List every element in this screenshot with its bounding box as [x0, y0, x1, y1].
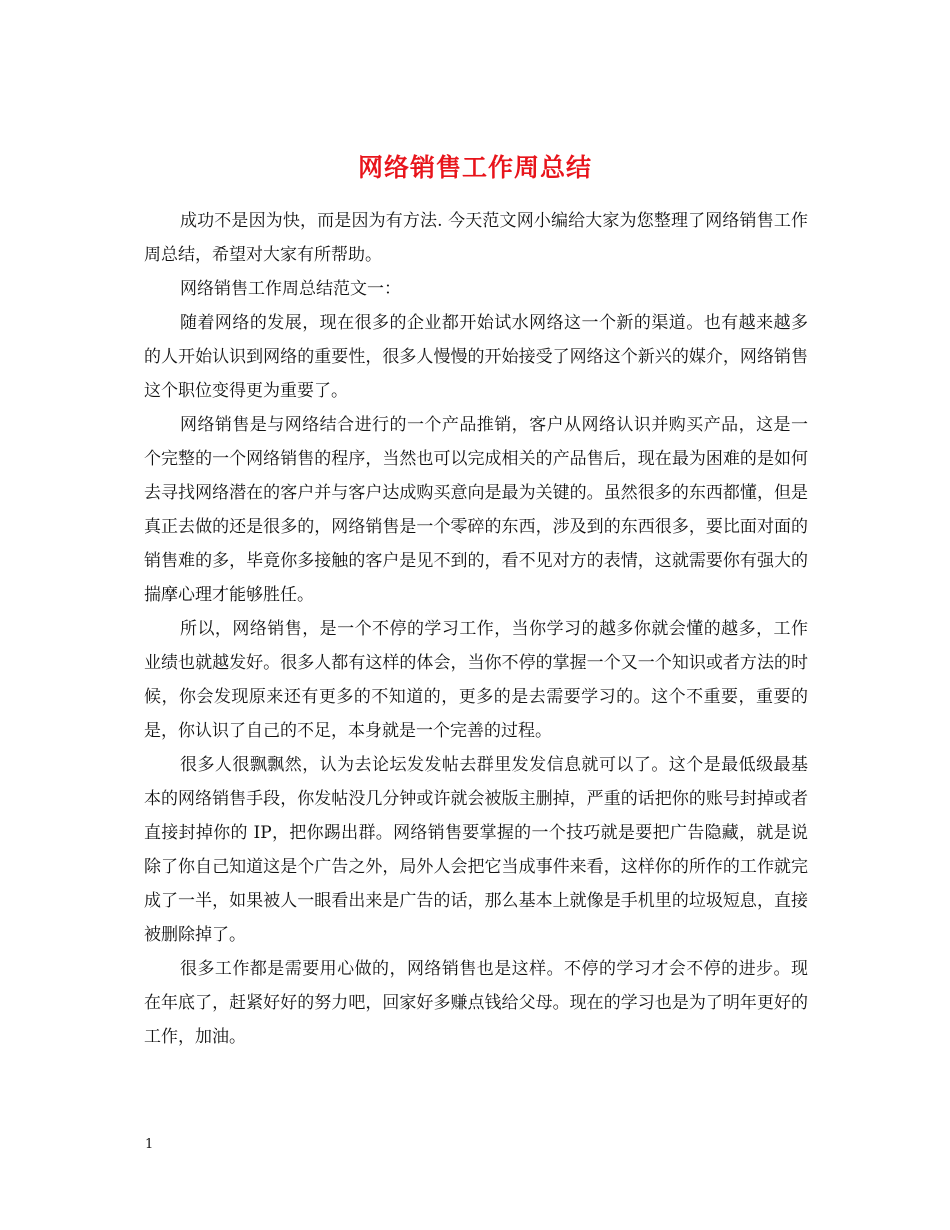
paragraph-3: 所以，网络销售，是一个不停的学习工作，当你学习的越多你就会懂的越多，工作业绩也就越发好。很多人都有这样的体会，当你不停的掌握一个又一个知识或者方法的时候，你会发现原来还有更多的不知道的，更多的是去需要学习的。这个不重要，重要的是，你认识了自己的不足，本身就是一个完善的过程。: [144, 619, 808, 741]
page-number: 1: [145, 1137, 154, 1152]
paragraph-1: 随着网络的发展，现在很多的企业都开始试水网络这一个新的渠道。也有越来越多的人开始认识到网络的重要性，很多人慢慢的开始接受了网络这个新兴的媒介，网络销售这个职位变得更为重要了。: [144, 313, 808, 401]
paragraph-section-heading: 网络销售工作周总结范文一：: [180, 279, 401, 299]
paragraph-5: 很多工作都是需要用心做的，网络销售也是这样。不停的学习才会不停的进步。现在年底了，赶紧好好的努力吧，回家好多赚点钱给父母。现在的学习也是为了明年更好的工作，加油。: [144, 959, 808, 1047]
document-title: 网络销售工作周总结: [357, 152, 592, 182]
paragraph-intro: 成功不是因为快，而是因为有方法. 今天范文网小编给大家为您整理了网络销售工作周总结，希望对大家有所帮助。: [144, 211, 808, 265]
paragraph-4: 很多人很飘飘然，认为去论坛发发帖去群里发发信息就可以了。这个是最低级最基本的网络销售手段，你发帖没几分钟或许就会被版主删掉，严重的话把你的账号封掉或者直接封掉你的 IP，把你踢出群。网络销售要掌握的一个技巧就是要把广告隐藏，就是说除了你自己知道这是个广告之外，局外人会把它当成事件来看，这样你的所作的工作就完成了一半，如果被人一眼看出来是广告的话，那么基本上就像是手机里的垃圾短息，直接被删除掉了。: [144, 755, 808, 945]
paragraph-2: 网络销售是与网络结合进行的一个产品推销，客户从网络认识并购买产品，这是一个完整的一个网络销售的程序，当然也可以完成相关的产品售后，现在最为困难的是如何去寻找网络潜在的客户并与客户达成购买意向是最为关键的。虽然很多的东西都懂，但是真正去做的还是很多的，网络销售是一个零碎的东西，涉及到的东西很多，要比面对面的销售难的多，毕竟你多接触的客户是见不到的，看不见对方的表情，这就需要你有强大的揣摩心理才能够胜任。: [144, 415, 808, 605]
document-body: [144, 204, 808, 1054]
